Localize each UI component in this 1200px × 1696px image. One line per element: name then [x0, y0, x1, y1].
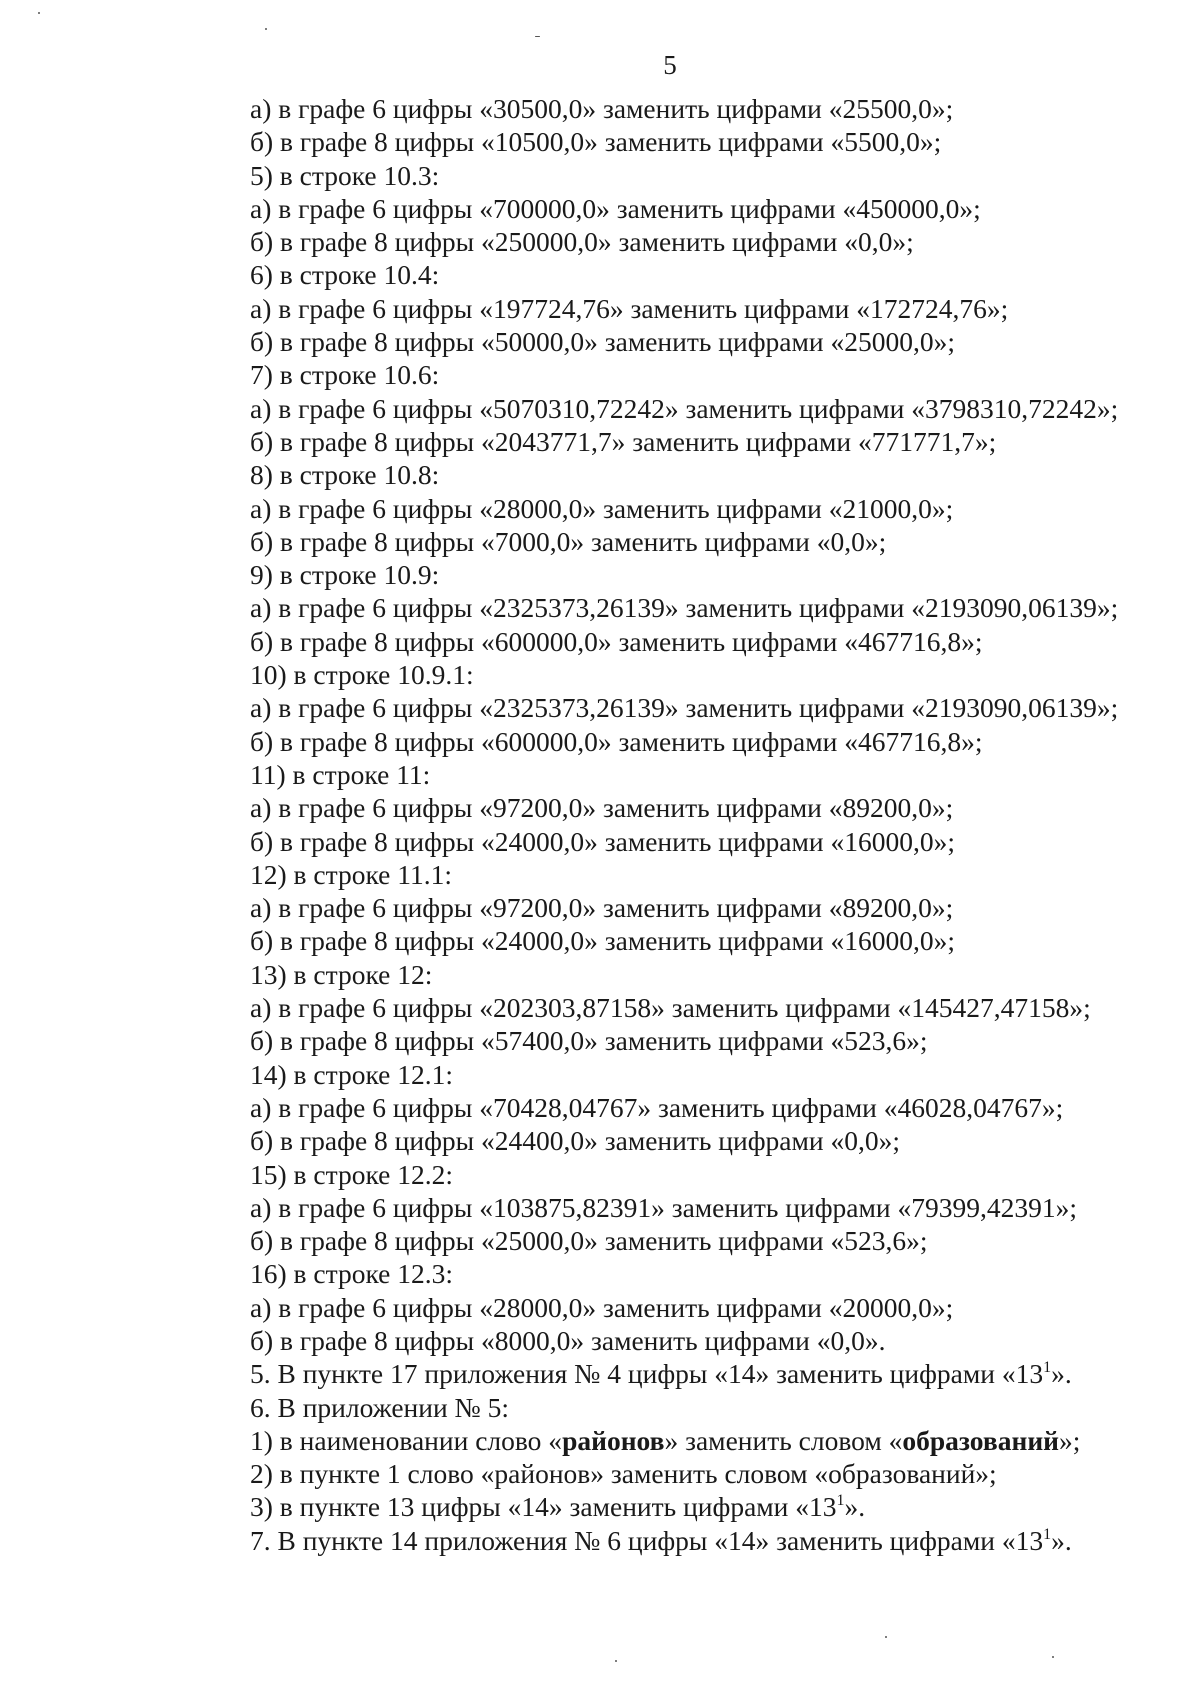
amendment-line: а) в графе 6 цифры «700000,0» заменить цифрами «450000,0»;	[250, 192, 981, 224]
document-body	[250, 92, 1170, 1557]
amendment-line: а) в графе 6 цифры «28000,0» заменить цифрами «20000,0»;	[250, 1291, 954, 1323]
amendment-line: 15) в строке 12.2:	[250, 1158, 453, 1190]
amendment-line: 12) в строке 11.1:	[250, 858, 452, 890]
amendment-line: б) в графе 8 цифры «600000,0» заменить цифрами «467716,8»;	[250, 725, 983, 757]
amendment-line: б) в графе 8 цифры «24000,0» заменить цифрами «16000,0»;	[250, 925, 956, 957]
amendment-line: а) в графе 6 цифры «2325373,26139» заменить цифрами «2193090,06139»;	[250, 592, 1119, 624]
amendment-line: б) в графе 8 цифры «10500,0» заменить цифрами «5500,0»;	[250, 126, 942, 158]
scan-speck	[885, 1636, 887, 1638]
amendment-line: а) в графе 6 цифры «103875,82391» заменить цифрами «79399,42391»;	[250, 1191, 1077, 1223]
amendment-line: 11) в строке 11:	[250, 758, 431, 790]
item-5: 5. В пункте 17 приложения № 4 цифры «14» заменить цифрами «$13^1$».	[250, 1358, 1072, 1390]
amendment-line: а) в графе 6 цифры «97200,0» заменить цифрами «89200,0»;	[250, 892, 954, 924]
amendment-line: б) в графе 8 цифры «24000,0» заменить цифрами «16000,0»;	[250, 825, 956, 857]
amendment-line: 14) в строке 12.1:	[250, 1058, 453, 1090]
scan-speck	[265, 28, 267, 30]
amendment-line: а) в графе 6 цифры «197724,76» заменить цифрами «172724,76»;	[250, 292, 1009, 324]
amendment-line: б) в графе 8 цифры «600000,0» заменить цифрами «467716,8»;	[250, 625, 983, 657]
amendment-line: а) в графе 6 цифры «70428,04767» заменить цифрами «46028,04767»;	[250, 1091, 1064, 1123]
amendment-line: б) в графе 8 цифры «7000,0» заменить цифрами «0,0»;	[250, 525, 887, 557]
amendment-line: б) в графе 8 цифры «250000,0» заменить цифрами «0,0»;	[250, 226, 914, 258]
amendment-list	[250, 92, 1170, 1357]
amendment-line: б) в графе 8 цифры «2043771,7» заменить цифрами «771771,7»;	[250, 425, 997, 457]
amendment-line: 5) в строке 10.3:	[250, 159, 440, 191]
item-6-3: 3) в пункте 13 цифры «14» заменить цифрами «$13^1$».	[250, 1491, 866, 1523]
amendment-line: б) в графе 8 цифры «8000,0» заменить цифрами «0,0».	[250, 1324, 886, 1356]
amendment-line: б) в графе 8 цифры «25000,0» заменить цифрами «523,6»;	[250, 1225, 928, 1257]
amendment-line: а) в графе 6 цифры «5070310,72242» заменить цифрами «3798310,72242»;	[250, 392, 1119, 424]
item-6-1: 1) в наименовании слово «районов» заменить словом «образований»;	[250, 1424, 1081, 1456]
item-6-2: 2) в пункте 1 слово «районов» заменить словом «образований»;	[250, 1458, 997, 1490]
scan-speck	[535, 36, 540, 37]
amendment-line: а) в графе 6 цифры «2325373,26139» заменить цифрами «2193090,06139»;	[250, 692, 1119, 724]
amendment-line: 13) в строке 12:	[250, 958, 433, 990]
item-6-header: 6. В приложении № 5:	[250, 1391, 510, 1423]
amendment-line: б) в графе 8 цифры «50000,0» заменить цифрами «25000,0»;	[250, 326, 956, 358]
amendment-line: 16) в строке 12.3:	[250, 1258, 453, 1290]
amendment-line: б) в графе 8 цифры «24400,0» заменить цифрами «0,0»;	[250, 1125, 901, 1157]
amendment-line: а) в графе 6 цифры «97200,0» заменить цифрами «89200,0»;	[250, 792, 954, 824]
amendment-line: 6) в строке 10.4:	[250, 259, 440, 291]
amendment-line: а) в графе 6 цифры «28000,0» заменить цифрами «21000,0»;	[250, 492, 954, 524]
page-number: 5	[663, 50, 677, 80]
amendment-line: 9) в строке 10.9:	[250, 559, 440, 591]
amendment-line: а) в графе 6 цифры «202303,87158» заменить цифрами «145427,47158»;	[250, 992, 1091, 1024]
item-7: 7. В пункте 14 приложения № 6 цифры «14» заменить цифрами «$13^1$».	[250, 1524, 1072, 1556]
amendment-line: 8) в строке 10.8:	[250, 459, 440, 491]
scan-speck	[38, 12, 40, 14]
scan-speck	[1052, 1656, 1054, 1658]
amendment-line: а) в графе 6 цифры «30500,0» заменить цифрами «25500,0»;	[250, 93, 954, 124]
amendment-line: 10) в строке 10.9.1:	[250, 659, 474, 691]
scan-speck	[615, 1660, 617, 1662]
amendment-line: б) в графе 8 цифры «57400,0» заменить цифрами «523,6»;	[250, 1025, 928, 1057]
amendment-line: 7) в строке 10.6:	[250, 359, 440, 391]
